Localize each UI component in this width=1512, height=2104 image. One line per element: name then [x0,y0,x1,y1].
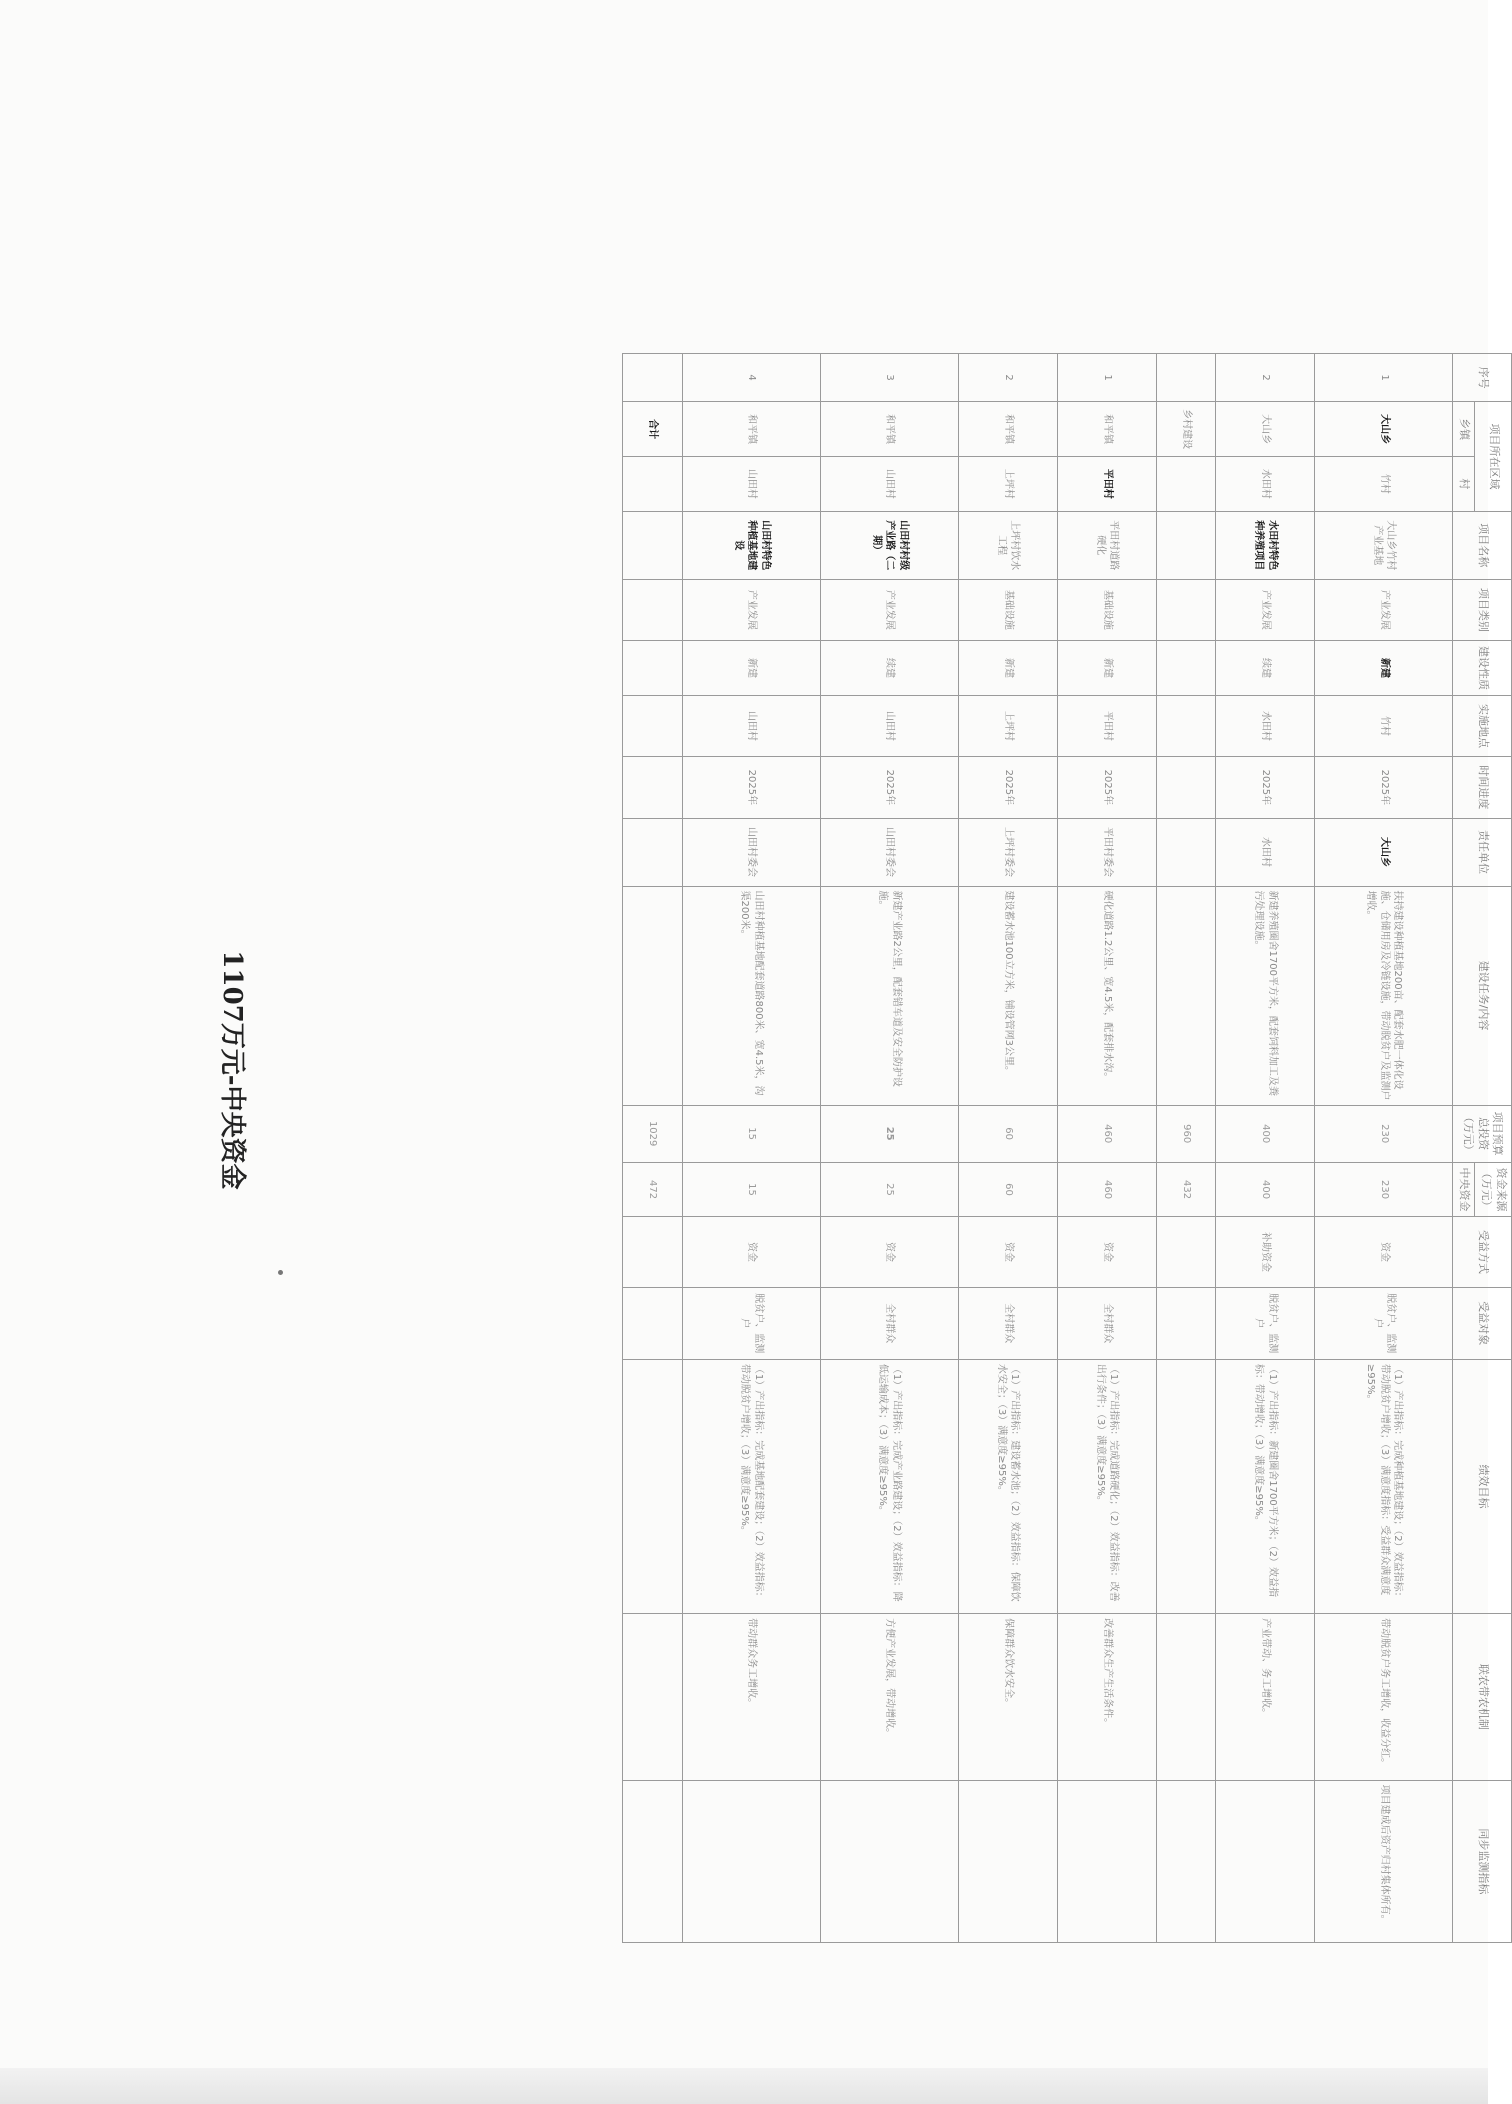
cell-village: 平田村 [1057,456,1156,511]
cell-content: 硬化道路1.2公里、宽4.5米，配套排水沟。 [1057,886,1156,1105]
cell-asset-mode: 资金 [959,1217,1058,1287]
cell-total-budget: 1029 [623,1105,683,1162]
header-asset-mode: 受益方式 [1453,1217,1512,1287]
cell-owner: 水田村 [1216,818,1315,886]
cell-site: 山田村 [820,695,958,756]
cell-owner [1156,818,1216,886]
cell-assets: 脱贫户、监测户 [1216,1287,1315,1359]
cell-project-type [1156,579,1216,640]
cell-total-budget: 960 [1156,1105,1216,1162]
table-row [1057,354,1156,1943]
cell-town: 和平镇 [959,402,1058,457]
cell-build-nature: 续建 [820,641,958,696]
cell-remarks [682,1780,820,1942]
cell-index [623,354,683,402]
table-row [959,354,1058,1943]
header-linkage: 联农带农机制 [1453,1614,1512,1781]
cell-owner: 大山乡 [1315,818,1453,886]
table-row [623,354,683,1943]
cell-central-fund: 230 [1315,1162,1453,1217]
cell-project-type [623,579,683,640]
cell-total-budget: 400 [1216,1105,1315,1162]
cell-project-type: 产业发展 [1315,579,1453,640]
cell-remarks: 项目建成后资产归村集体所有。 [1315,1780,1453,1942]
cell-asset-mode [1156,1217,1216,1287]
table-body [623,354,1453,1943]
cell-project-name: 上坪村饮水工程 [959,511,1058,579]
header-content: 建设任务/内容 [1453,886,1512,1105]
cell-total-budget: 460 [1057,1105,1156,1162]
cell-town: 和平镇 [820,402,958,457]
header-targets: 绩效目标 [1453,1359,1512,1613]
header-location: 项目所在区域 [1475,402,1512,512]
cell-content: 山田村种植基地配套道路800米、宽4.5米，沟渠200米。 [682,886,820,1105]
cell-assets: 脱贫户、监测户 [682,1287,820,1359]
cell-owner [623,818,683,886]
cell-targets: （1）产出指标：完成基地配套建设；（2）效益指标：带动脱贫户增收；（3）满意度≥95%。 [682,1359,820,1613]
header-total-budget: 项目预算总投资（万元） [1453,1105,1512,1162]
cell-period: 2025年 [1057,757,1156,818]
cell-village: 山田村 [682,456,820,511]
cell-content: 新建养殖圈舍1700平方米，配套饲料加工及粪污处理设施。 [1216,886,1315,1105]
cell-asset-mode: 资金 [820,1217,958,1287]
header-village: 村 [1453,456,1475,511]
cell-asset-mode: 资金 [1315,1217,1453,1287]
cell-project-type: 产业发展 [820,579,958,640]
header-project-name: 项目名称 [1453,511,1512,579]
cell-index: 3 [820,354,958,402]
cell-build-nature: 续建 [1216,641,1315,696]
cell-index: 1 [1315,354,1453,402]
cell-content: 新建产业路2公里，配套错车道及安全防护设施。 [820,886,958,1105]
cell-site [623,695,683,756]
cell-village [623,456,683,511]
header-build-nature: 建设性质 [1453,641,1512,696]
cell-build-nature: 新建 [1315,641,1453,696]
cell-period: 2025年 [1315,757,1453,818]
header-site: 实施地点 [1453,695,1512,756]
cell-index: 1 [1057,354,1156,402]
cell-linkage: 保障群众饮水安全。 [959,1614,1058,1781]
header-town: 乡镇 [1453,402,1475,457]
cell-total-budget: 25 [820,1105,958,1162]
cell-linkage: 改善群众生产生活条件。 [1057,1614,1156,1781]
cell-assets: 全村群众 [820,1287,958,1359]
cell-remarks [1057,1780,1156,1942]
cell-asset-mode: 资金 [1057,1217,1156,1287]
page-title: 1107万元-中央资金 [217,950,247,1190]
cell-project-name: 平田村道路硬化 [1057,511,1156,579]
cell-assets: 脱贫户、监测户 [1315,1287,1453,1359]
header-remarks: 同步监测指标 [1453,1780,1512,1942]
cell-period [1156,757,1216,818]
header-assets: 受益对象 [1453,1287,1512,1359]
cell-village [1156,456,1216,511]
cell-total-budget: 15 [682,1105,820,1162]
cell-owner: 山田村委会 [820,818,958,886]
cell-project-name: 水田村特色种养殖项目 [1216,511,1315,579]
scan-speck [278,1270,283,1275]
cell-linkage: 产业带动、务工增收。 [1216,1614,1315,1781]
cell-central-fund: 432 [1156,1162,1216,1217]
cell-remarks [959,1780,1058,1942]
cell-index: 4 [682,354,820,402]
cell-town: 大山乡 [1315,402,1453,457]
cell-remarks [1216,1780,1315,1942]
cell-linkage: 带动脱贫户务工增收，收益分红。 [1315,1614,1453,1781]
cell-town: 合计 [623,402,683,457]
cell-period: 2025年 [1216,757,1315,818]
project-table [622,353,1512,1943]
cell-content: 扶持建设种植基地200亩、配套水肥一体化设施、仓储用房及冷链设施，带动脱贫户及监测户增收。 [1315,886,1453,1105]
cell-build-nature: 新建 [959,641,1058,696]
cell-linkage: 方便产业发展，带动增收。 [820,1614,958,1781]
cell-targets: （1）产出指标：完成道路硬化；（2）效益指标：改善出行条件；（3）满意度≥95%。 [1057,1359,1156,1613]
cell-project-type: 产业发展 [1216,579,1315,640]
cell-total-budget: 230 [1315,1105,1453,1162]
header-owner: 责任单位 [1453,818,1512,886]
cell-central-fund: 460 [1057,1162,1156,1217]
cell-project-name [623,511,683,579]
cell-assets [623,1287,683,1359]
cell-period: 2025年 [820,757,958,818]
cell-linkage [623,1614,683,1781]
cell-owner: 山田村委会 [682,818,820,886]
cell-build-nature [623,641,683,696]
cell-remarks [1156,1780,1216,1942]
cell-central-fund: 472 [623,1162,683,1217]
table-row [820,354,958,1943]
cell-period: 2025年 [682,757,820,818]
cell-period [623,757,683,818]
cell-town: 和平镇 [1057,402,1156,457]
cell-central-fund: 60 [959,1162,1058,1217]
cell-content: 建设蓄水池100立方米，铺设管网3公里。 [959,886,1058,1105]
cell-site: 山田村 [682,695,820,756]
scan-bottom-edge [0,2068,1488,2104]
cell-village: 水田村 [1216,456,1315,511]
cell-project-name: 山田村村级产业路（二期） [820,511,958,579]
cell-content [623,886,683,1105]
cell-assets: 全村群众 [959,1287,1058,1359]
cell-linkage: 带动群众务工增收。 [682,1614,820,1781]
cell-town: 乡村建设 [1156,402,1216,457]
header-project-type: 项目类别 [1453,579,1512,640]
table-row [1315,354,1453,1943]
cell-project-type: 基础设施 [1057,579,1156,640]
cell-index [1156,354,1216,402]
cell-owner: 平田村委会 [1057,818,1156,886]
cell-project-name [1156,511,1216,579]
table-row [1156,354,1216,1943]
header-period: 时间进度 [1453,757,1512,818]
cell-asset-mode: 资金 [682,1217,820,1287]
cell-project-name: 大山乡竹村产业基地 [1315,511,1453,579]
cell-project-type: 基础设施 [959,579,1058,640]
cell-assets [1156,1287,1216,1359]
cell-remarks [820,1780,958,1942]
header-index: 序号 [1453,354,1512,402]
cell-village: 竹村 [1315,456,1453,511]
cell-index: 2 [1216,354,1315,402]
cell-targets [623,1359,683,1613]
cell-targets [1156,1359,1216,1613]
cell-period: 2025年 [959,757,1058,818]
table-row [682,354,820,1943]
cell-targets: （1）产出指标：建设蓄水池；（2）效益指标：保障饮水安全；（3）满意度≥95%。 [959,1359,1058,1613]
cell-linkage [1156,1614,1216,1781]
cell-central-fund: 400 [1216,1162,1315,1217]
cell-project-type: 产业发展 [682,579,820,640]
cell-remarks [623,1780,683,1942]
cell-build-nature [1156,641,1216,696]
cell-central-fund: 15 [682,1162,820,1217]
cell-site: 平田村 [1057,695,1156,756]
cell-targets: （1）产出指标：完成产业路建设；（2）效益指标：降低运输成本；（3）满意度≥95%。 [820,1359,958,1613]
cell-content [1156,886,1216,1105]
cell-targets: （1）产出指标：完成种植基地建设；（2）效益指标：带动脱贫户增收；（3）满意度指标：受益群众满意度≥95%。 [1315,1359,1453,1613]
cell-owner: 上坪村委会 [959,818,1058,886]
cell-asset-mode: 补助资金 [1216,1217,1315,1287]
table-header-row [1475,354,1512,1943]
cell-village: 上坪村 [959,456,1058,511]
cell-site [1156,695,1216,756]
cell-asset-mode [623,1217,683,1287]
cell-site: 水田村 [1216,695,1315,756]
cell-site: 竹村 [1315,695,1453,756]
cell-village: 山田村 [820,456,958,511]
cell-targets: （1）产出指标：新建圈舍1700平方米；（2）效益指标：带动增收；（3）满意度≥95%。 [1216,1359,1315,1613]
header-funding: 资金来源（万元） [1475,1162,1512,1217]
cell-build-nature: 新建 [682,641,820,696]
cell-assets: 全村群众 [1057,1287,1156,1359]
project-table-frame [622,353,1512,1943]
cell-central-fund: 25 [820,1162,958,1217]
cell-site: 上坪村 [959,695,1058,756]
cell-town: 大山乡 [1216,402,1315,457]
cell-project-name: 山田村特色种植基地建设 [682,511,820,579]
cell-total-budget: 60 [959,1105,1058,1162]
cell-build-nature: 新建 [1057,641,1156,696]
table-row [1216,354,1315,1943]
cell-town: 和平镇 [682,402,820,457]
cell-index: 2 [959,354,1058,402]
header-central-fund: 中央资金 [1453,1162,1475,1217]
